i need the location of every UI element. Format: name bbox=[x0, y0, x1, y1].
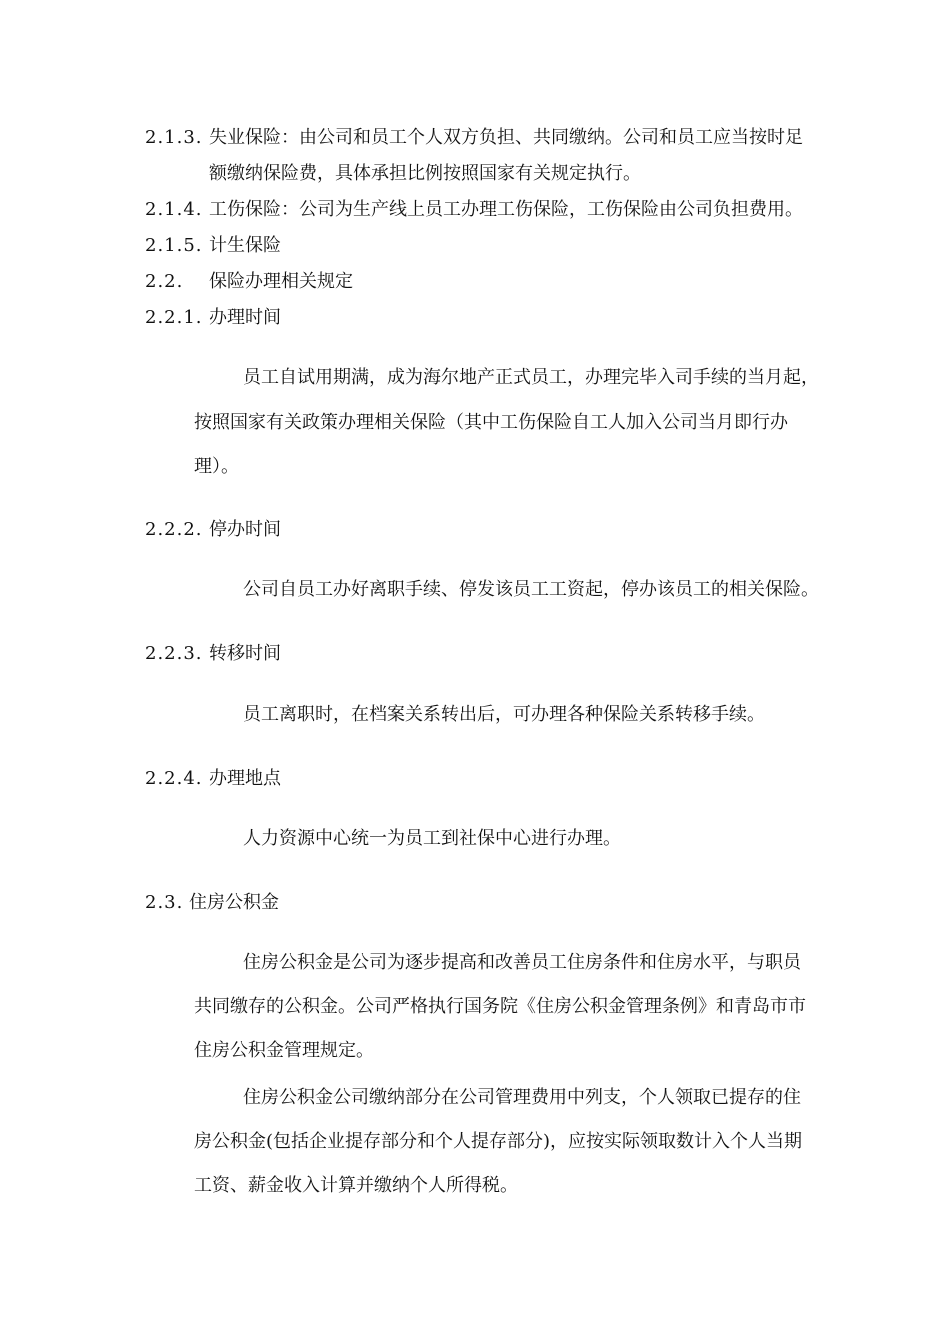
body-line: 共同缴存的公积金。公司严格执行国务院《住房公积金管理条例》和青岛市市 bbox=[194, 996, 806, 1017]
section-number: 2.2.2. bbox=[145, 519, 203, 540]
section-2-2-4-heading bbox=[145, 767, 281, 791]
item-text: 额缴纳保险费，具体承担比例按照国家有关规定执行。 bbox=[209, 163, 641, 184]
body-line: 住房公积金公司缴纳部分在公司管理费用中列支，个人领取已提存的住 bbox=[243, 1087, 801, 1108]
body-line: 人力资源中心统一为员工到社保中心进行办理。 bbox=[243, 828, 621, 849]
section-2-2-3-heading bbox=[145, 642, 281, 666]
body-line: 理）。 bbox=[194, 456, 239, 477]
body-line: 房公积金(包括企业提存部分和个人提存部分)，应按实际领取数计入个人当期 bbox=[194, 1131, 803, 1152]
section-number: 2.2.4. bbox=[145, 768, 203, 789]
section-title: 住房公积金 bbox=[189, 892, 279, 913]
body-line: 住房公积金是公司为逐步提高和改善员工住房条件和住房水平，与职员 bbox=[243, 952, 801, 973]
section-title: 停办时间 bbox=[209, 519, 281, 540]
body-line: 员工离职时，在档案关系转出后，可办理各种保险关系转移手续。 bbox=[243, 704, 765, 725]
section-title: 办理地点 bbox=[209, 768, 281, 789]
section-number: 2.2.3. bbox=[145, 643, 203, 664]
section-number: 2.2. bbox=[145, 271, 184, 292]
section-title: 保险办理相关规定 bbox=[209, 271, 353, 292]
body-line: 工资、薪金收入计算并缴纳个人所得税。 bbox=[194, 1175, 518, 1196]
section-number: 2.3. bbox=[145, 892, 184, 913]
item-text: 工伤保险：公司为生产线上员工办理工伤保险，工伤保险由公司负担费用。 bbox=[209, 199, 803, 220]
item-2-1-4 bbox=[145, 198, 803, 222]
section-2-2-heading bbox=[145, 270, 353, 294]
item-number: 2.1.5. bbox=[145, 235, 203, 256]
section-number: 2.2.1. bbox=[145, 307, 203, 328]
item-number: 2.1.4. bbox=[145, 199, 203, 220]
section-title: 转移时间 bbox=[209, 643, 281, 664]
item-number: 2.1.3. bbox=[145, 127, 203, 148]
body-line: 公司自员工办好离职手续、停发该员工工资起，停办该员工的相关保险。 bbox=[243, 579, 819, 600]
item-2-1-5 bbox=[145, 234, 281, 258]
body-line: 员工自试用期满，成为海尔地产正式员工，办理完毕入司手续的当月起， bbox=[243, 367, 819, 388]
section-2-2-2-heading bbox=[145, 518, 281, 542]
body-line: 住房公积金管理规定。 bbox=[194, 1040, 374, 1061]
section-2-3-heading bbox=[145, 891, 279, 915]
item-text: 计生保险 bbox=[209, 235, 281, 256]
item-text: 失业保险：由公司和员工个人双方负担、共同缴纳。公司和员工应当按时足 bbox=[209, 127, 803, 148]
section-2-2-1-heading bbox=[145, 306, 281, 330]
item-2-1-3-continuation bbox=[209, 162, 641, 186]
section-title: 办理时间 bbox=[209, 307, 281, 328]
item-2-1-3 bbox=[145, 126, 803, 150]
body-line: 按照国家有关政策办理相关保险（其中工伤保险自工人加入公司当月即行办 bbox=[194, 412, 788, 433]
